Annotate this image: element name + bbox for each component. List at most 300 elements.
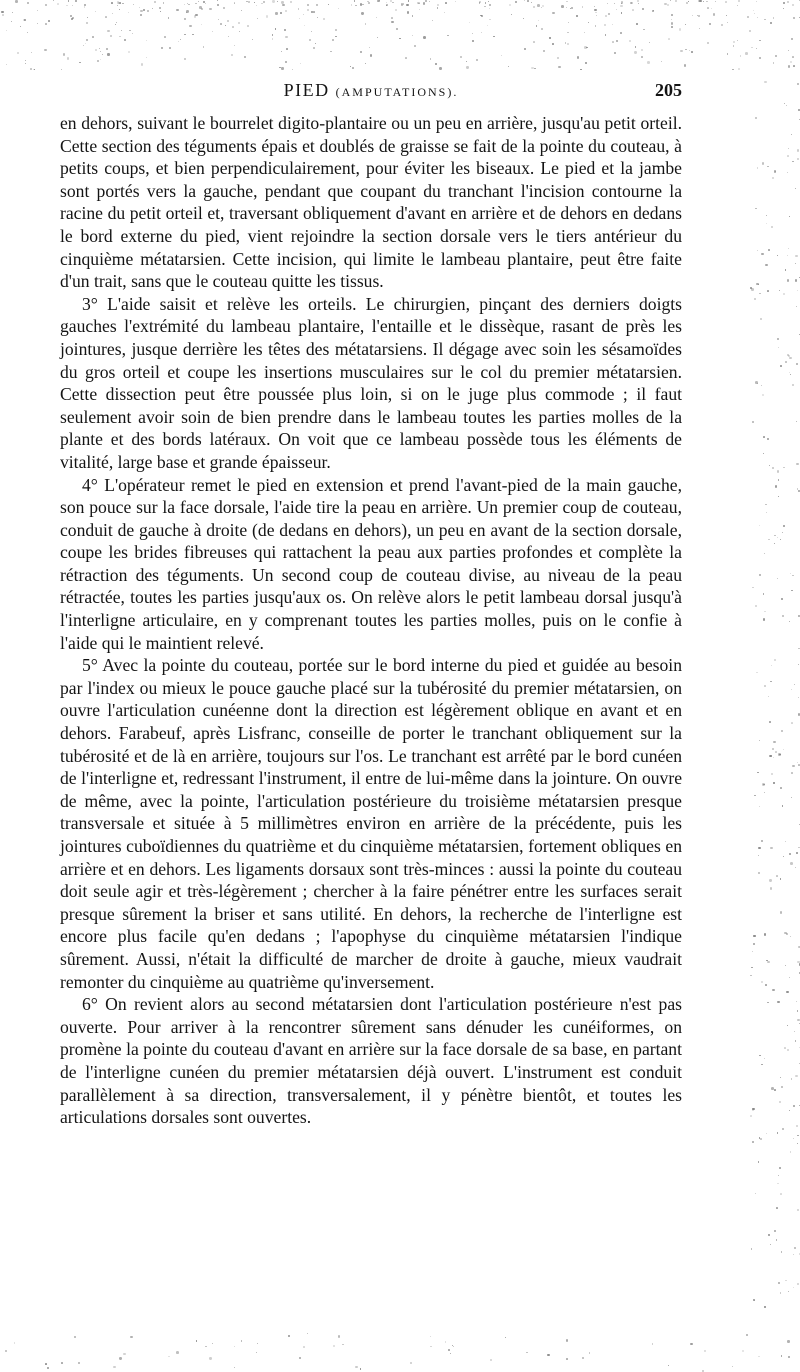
scan-speck (196, 1340, 197, 1341)
scan-speck (752, 587, 753, 588)
scan-speck (738, 68, 740, 70)
scan-speck (254, 2, 255, 3)
scan-speck (466, 66, 468, 68)
scan-speck (757, 772, 759, 774)
scan-speck (774, 659, 776, 661)
scan-speck (787, 1025, 788, 1026)
scan-speck (132, 33, 133, 34)
scan-speck (47, 1367, 49, 1369)
scan-speck (106, 48, 108, 50)
scan-speck (292, 69, 294, 70)
scan-speck (671, 19, 672, 20)
scan-speck (796, 1125, 798, 1127)
scan-speck (780, 365, 782, 367)
scan-speck (450, 1353, 451, 1354)
scan-speck (737, 40, 738, 41)
scan-speck (776, 1207, 778, 1209)
scan-speck (585, 62, 587, 64)
scan-speck (780, 787, 782, 789)
scan-speck (399, 38, 401, 40)
scan-speck (788, 1356, 790, 1358)
scan-speck (707, 1, 709, 3)
scan-speck (122, 3, 123, 4)
scan-speck (594, 6, 595, 7)
scan-speck (763, 436, 765, 438)
scan-speck (355, 5, 357, 7)
scan-speck (328, 4, 329, 5)
scan-speck (768, 1234, 769, 1235)
scan-speck (37, 23, 38, 24)
scan-speck (68, 0, 70, 2)
scan-speck (792, 161, 794, 163)
scan-speck (30, 68, 32, 70)
scan-speck (423, 2, 425, 4)
scan-speck (797, 1283, 799, 1285)
scan-speck (184, 34, 185, 35)
scan-speck (395, 9, 397, 11)
scan-speck (686, 2, 688, 4)
scan-speck (2, 14, 4, 16)
scan-speck (217, 4, 220, 7)
scan-speck (793, 1138, 794, 1139)
scan-speck (209, 1357, 211, 1359)
scan-speck (342, 1344, 344, 1346)
scan-speck (769, 721, 771, 723)
scan-speck (761, 253, 763, 255)
scan-speck (97, 60, 99, 62)
scan-speck (130, 1336, 133, 1339)
scan-speck (419, 9, 420, 10)
scan-speck (430, 1346, 432, 1348)
scan-speck (759, 40, 761, 42)
scan-speck (412, 35, 413, 36)
scan-speck (285, 36, 287, 38)
scan-speck (192, 34, 194, 36)
scan-speck (789, 977, 790, 978)
scan-speck (300, 63, 301, 64)
scan-speck (790, 374, 791, 375)
scan-speck (45, 4, 47, 6)
scan-speck (746, 1334, 748, 1336)
scan-speck (176, 1351, 179, 1354)
scan-speck (541, 7, 542, 8)
scan-speck (285, 10, 287, 12)
scan-speck (742, 1350, 744, 1352)
scan-speck (792, 4, 794, 6)
scan-speck (726, 15, 727, 16)
scan-speck (764, 553, 765, 554)
scan-speck (435, 63, 437, 65)
scan-speck (241, 10, 242, 11)
scan-speck (797, 149, 799, 151)
scan-speck (795, 188, 796, 189)
scan-speck (298, 8, 300, 10)
scan-speck (410, 1362, 412, 1364)
scan-speck (774, 1230, 776, 1232)
scan-speck (763, 618, 765, 620)
scan-speck (527, 0, 529, 2)
scan-speck (313, 47, 315, 49)
scan-speck (795, 255, 797, 257)
scan-speck (531, 2, 532, 3)
scan-speck (107, 53, 109, 55)
scan-speck (161, 47, 162, 48)
scan-speck (691, 51, 693, 53)
scan-speck (671, 14, 673, 16)
scan-speck (20, 26, 21, 27)
scan-speck (773, 17, 775, 19)
scan-speck (360, 51, 363, 54)
page-header (60, 78, 682, 108)
scan-speck (285, 61, 287, 63)
scan-noise-top (0, 0, 800, 70)
scan-speck (140, 14, 142, 16)
scan-speck (234, 3, 235, 4)
scan-speck (607, 3, 608, 4)
scan-speck (576, 15, 577, 16)
scan-speck (754, 1300, 755, 1301)
scan-speck (670, 0, 671, 1)
scan-speck (797, 1143, 798, 1144)
scan-speck (390, 0, 392, 2)
scan-speck (721, 24, 723, 26)
scan-speck (707, 42, 709, 44)
scan-speck (217, 0, 218, 1)
scan-speck (218, 19, 219, 20)
scan-speck (778, 1175, 779, 1176)
scan-speck (755, 208, 757, 210)
scan-speck (335, 36, 337, 38)
scan-speck (595, 25, 597, 27)
scan-speck (733, 41, 735, 43)
scan-speck (762, 162, 764, 164)
scan-speck (87, 17, 88, 18)
scan-speck (290, 1, 291, 2)
scan-speck (770, 887, 772, 889)
scan-speck (11, 21, 12, 22)
scan-speck (86, 22, 88, 24)
scan-speck (740, 55, 742, 57)
scan-speck (566, 1358, 568, 1360)
scan-speck (797, 1019, 799, 1021)
scan-speck (758, 1161, 760, 1163)
scan-speck (594, 9, 596, 11)
scan-speck (642, 8, 644, 10)
scan-speck (531, 67, 533, 69)
scan-speck (752, 1141, 754, 1143)
scan-speck (524, 0, 525, 1)
scan-speck (232, 26, 234, 28)
scan-speck (790, 573, 791, 574)
scan-speck (549, 37, 550, 38)
scan-speck (620, 32, 622, 34)
scan-speck (777, 470, 779, 472)
scan-speck (785, 1280, 787, 1282)
paragraph-step-6: 6° On revient alors au second métatarsien dont l'articulation postérieure n'est pas ouverte. Pour arriver à la rencontrer sûrement sans dénuder les cunéiformes, on promène la pointe du couteau d'avant en arrière sur la face dorsale de sa base, en partant de l'interligne cunéen du premier métatarsien déjà ouvert. L'instrument est conduit parallèlement à sa direction, transversalement, il y pénètre bientôt, et toutes les articulations dorsales sont ouvertes. (60, 994, 682, 1128)
scan-speck (793, 1254, 794, 1255)
scan-speck (169, 47, 171, 49)
scan-speck (797, 290, 798, 291)
scan-speck (184, 4, 185, 5)
scan-speck (139, 7, 140, 8)
scan-speck (485, 2, 486, 3)
scan-speck (795, 867, 797, 869)
scan-speck (418, 3, 419, 4)
scan-speck (220, 23, 221, 24)
scan-speck (612, 41, 614, 43)
scan-speck (671, 26, 673, 28)
scan-speck (773, 62, 774, 63)
scan-speck (764, 1058, 765, 1059)
scan-speck (787, 279, 789, 281)
scan-speck (770, 1244, 771, 1245)
scan-speck (391, 21, 393, 23)
scan-speck (444, 12, 445, 13)
scan-speck (113, 1366, 115, 1368)
scan-speck (713, 13, 715, 15)
scan-speck (67, 57, 70, 60)
scan-speck (777, 1001, 780, 1004)
scan-speck (774, 535, 775, 536)
scan-speck (487, 25, 488, 26)
scan-speck (787, 1340, 789, 1342)
scan-speck (793, 1287, 794, 1288)
scan-speck (616, 9, 617, 10)
scan-speck (311, 31, 312, 32)
scan-speck (524, 48, 526, 50)
scan-speck (453, 1346, 454, 1347)
scan-speck (782, 532, 783, 533)
scan-speck (776, 1239, 778, 1241)
scan-speck (188, 4, 190, 6)
scan-speck (117, 5, 118, 6)
scan-speck (277, 1, 278, 2)
scan-speck (788, 50, 789, 51)
scan-speck (582, 1357, 584, 1359)
scan-speck (119, 9, 120, 10)
scan-speck (779, 1167, 781, 1169)
scan-speck (783, 525, 785, 527)
scan-speck (784, 103, 785, 104)
scan-speck (794, 684, 795, 685)
scan-speck (791, 772, 793, 774)
scan-speck (105, 16, 107, 18)
scan-speck (44, 49, 46, 51)
scan-speck (25, 63, 26, 64)
scan-speck (408, 0, 410, 2)
scan-speck (490, 1359, 492, 1361)
scan-speck (707, 7, 709, 9)
scan-speck (781, 1086, 783, 1088)
scan-speck (484, 6, 485, 7)
scan-speck (437, 4, 439, 6)
scan-speck (566, 1, 567, 2)
scan-speck (317, 17, 318, 18)
paragraph-step-5: 5° Avec la pointe du couteau, portée sur le bord interne du pied et guidée au besoin par l'index ou mieux le pouce gauche placé sur la tubérosité du premier métatarsien, on ouvre l'articulation cunéenne dont la direction est légèrement oblique en avant et en dehors. Farabeuf, après Lisfranc, conseille de porter le tranchant obliquement sur la tubérosité et de là en arrière, toujours sur l'os. Le tranchant est arrêté par le bord cunéen de l'interligne et, redressant l'instrument, il entre de lui-même dans la jointure. On ouvre de même, avec la pointe, l'articulation postérieure du troisième métatarsien presque transversale et située à 5 millimètres environ en arrière de la précédente, puis les jointures cuboïdiennes du quatrième et du cinquième métatarsien, fortement obliques en arrière et en dehors. Les ligaments dorsaux sont très-minces : aussi la pointe du couteau doit seule agir et très-légèrement ; chercher à la faire pénétrer entre les surfaces serait presque sûrement la briser et sans utilité. En dehors, la recherche de l'interligne est encore plus facile qu'en dedans ; l'apophyse du cinquième métatarsien l'indique sûrement. Aussi, n'était la difficulté de marcher de droite à gauche, mieux vaudrait remonter du cinquième au quatrième qu'inversement. (60, 655, 682, 992)
scan-speck (758, 855, 759, 856)
scan-speck (552, 12, 554, 14)
scan-speck (636, 23, 638, 25)
scan-speck (684, 64, 686, 66)
scan-speck (205, 3, 206, 4)
scan-speck (414, 45, 416, 47)
running-head-subtitle: (AMPUTATIONS). (335, 85, 459, 99)
scan-speck (275, 28, 276, 29)
scan-speck (787, 255, 788, 256)
scan-speck (248, 1, 250, 3)
scan-speck (614, 52, 616, 54)
scan-speck (796, 852, 798, 854)
scan-speck (588, 22, 589, 23)
paragraph-step-3: 3° L'aide saisit et relève les orteils. Le chirurgien, pinçant des derniers doigts gauches l'extrémité du lambeau plantaire, l'entaille et le dissèque, rasant de près les jointures, jusque derrière les têtes des métatarsiens. Il dégage avec soin les sésamoïdes du gros orteil et coupe les insertions musculaires sur le col du premier métatarsien. Cette dissection peut être poussée plus loin, si on le juge plus commode ; il faut seulement avoir soin de bien prendre dans le lambeau toutes les parties molles de la plante et des bords latéraux. On voit que ce lambeau possède tous les éléments de vitalité, large base et grande épaisseur. (60, 293, 682, 472)
scan-speck (313, 11, 315, 13)
scan-speck (781, 730, 783, 732)
scan-speck (14, 1342, 15, 1343)
scan-speck (66, 5, 67, 6)
scan-speck (780, 1193, 782, 1195)
scan-speck (733, 45, 734, 46)
scan-speck (377, 37, 378, 38)
scan-speck (751, 967, 752, 968)
scan-speck (791, 797, 792, 798)
scan-speck (83, 45, 84, 46)
scan-speck (763, 453, 764, 454)
scan-speck (780, 1077, 781, 1078)
scan-speck (759, 57, 761, 59)
scan-speck (198, 1, 199, 2)
scan-speck (425, 0, 427, 2)
scan-speck (698, 0, 700, 2)
scan-speck (769, 755, 771, 757)
scan-speck (759, 740, 760, 741)
scan-speck (767, 290, 769, 292)
scan-speck (493, 36, 495, 38)
scan-speck (775, 485, 777, 487)
scan-speck (405, 57, 407, 59)
scan-speck (768, 539, 770, 541)
scan-speck (689, 50, 690, 51)
scan-speck (790, 1151, 791, 1152)
scan-speck (791, 38, 792, 39)
scan-speck (778, 496, 779, 497)
scan-speck (152, 8, 153, 9)
scan-speck (787, 155, 789, 157)
scan-speck (767, 166, 768, 167)
scan-speck (566, 1339, 568, 1341)
scan-speck (133, 4, 134, 5)
body-text (60, 112, 682, 1129)
scan-speck (770, 847, 772, 849)
scan-speck (406, 4, 408, 6)
scan-speck (777, 338, 779, 340)
scan-speck (225, 25, 226, 26)
scan-speck (788, 148, 789, 149)
scan-speck (753, 943, 755, 945)
scan-speck (792, 384, 793, 385)
scan-speck (759, 806, 760, 807)
scan-speck (771, 226, 773, 228)
scan-speck (360, 1368, 361, 1369)
scan-speck (795, 263, 796, 264)
scan-speck (758, 847, 760, 849)
scan-speck (234, 1367, 235, 1368)
scan-speck (616, 40, 618, 42)
scan-speck (783, 8, 784, 9)
scan-speck (252, 39, 253, 40)
scan-speck (766, 960, 767, 961)
scan-speck (643, 29, 645, 31)
scan-speck (764, 933, 766, 935)
scan-speck (231, 54, 233, 56)
scan-speck (586, 47, 587, 48)
scan-speck (455, 1, 456, 2)
scan-speck (261, 3, 263, 5)
scan-speck (239, 31, 240, 32)
scan-speck (798, 847, 799, 848)
scan-speck (778, 347, 779, 348)
scan-speck (272, 34, 274, 36)
scan-speck (391, 17, 393, 19)
scan-speck (753, 10, 754, 11)
scan-speck (791, 722, 793, 724)
scan-speck (286, 48, 288, 50)
scan-speck (256, 5, 257, 6)
scan-speck (119, 36, 121, 38)
scan-speck (309, 39, 311, 41)
scan-speck (45, 1363, 47, 1365)
scan-speck (792, 575, 794, 577)
scan-speck (764, 1306, 765, 1307)
scan-speck (753, 935, 755, 937)
scan-speck (33, 69, 34, 70)
scan-speck (732, 1366, 733, 1367)
scan-speck (501, 55, 502, 56)
scan-speck (184, 58, 187, 61)
scan-speck (671, 22, 673, 24)
scan-speck (788, 248, 790, 250)
scan-speck (788, 65, 790, 67)
scan-speck (789, 357, 791, 359)
scan-speck (333, 1345, 335, 1347)
scan-speck (515, 1, 517, 3)
scan-speck (369, 47, 370, 48)
scan-speck (789, 216, 790, 217)
scan-speck (195, 14, 198, 17)
scan-speck (789, 1110, 790, 1111)
scan-speck (762, 783, 764, 785)
scan-speck (614, 3, 615, 4)
scan-speck (634, 51, 636, 53)
scan-speck (299, 1357, 301, 1359)
scan-speck (256, 1352, 257, 1353)
scan-speck (481, 15, 483, 17)
scan-speck (445, 1341, 446, 1342)
scan-speck (17, 52, 19, 54)
scan-speck (690, 1343, 692, 1345)
scan-speck (780, 1292, 781, 1293)
scan-speck (129, 30, 130, 31)
scan-speck (205, 1346, 206, 1347)
scan-speck (787, 1, 789, 3)
scan-speck (751, 1248, 753, 1250)
scan-speck (432, 20, 433, 21)
scan-speck (423, 36, 426, 39)
scan-speck (796, 1001, 797, 1002)
scan-speck (154, 1, 156, 3)
scan-speck (781, 1355, 783, 1357)
scan-speck (75, 0, 77, 2)
scan-speck (797, 1209, 799, 1211)
